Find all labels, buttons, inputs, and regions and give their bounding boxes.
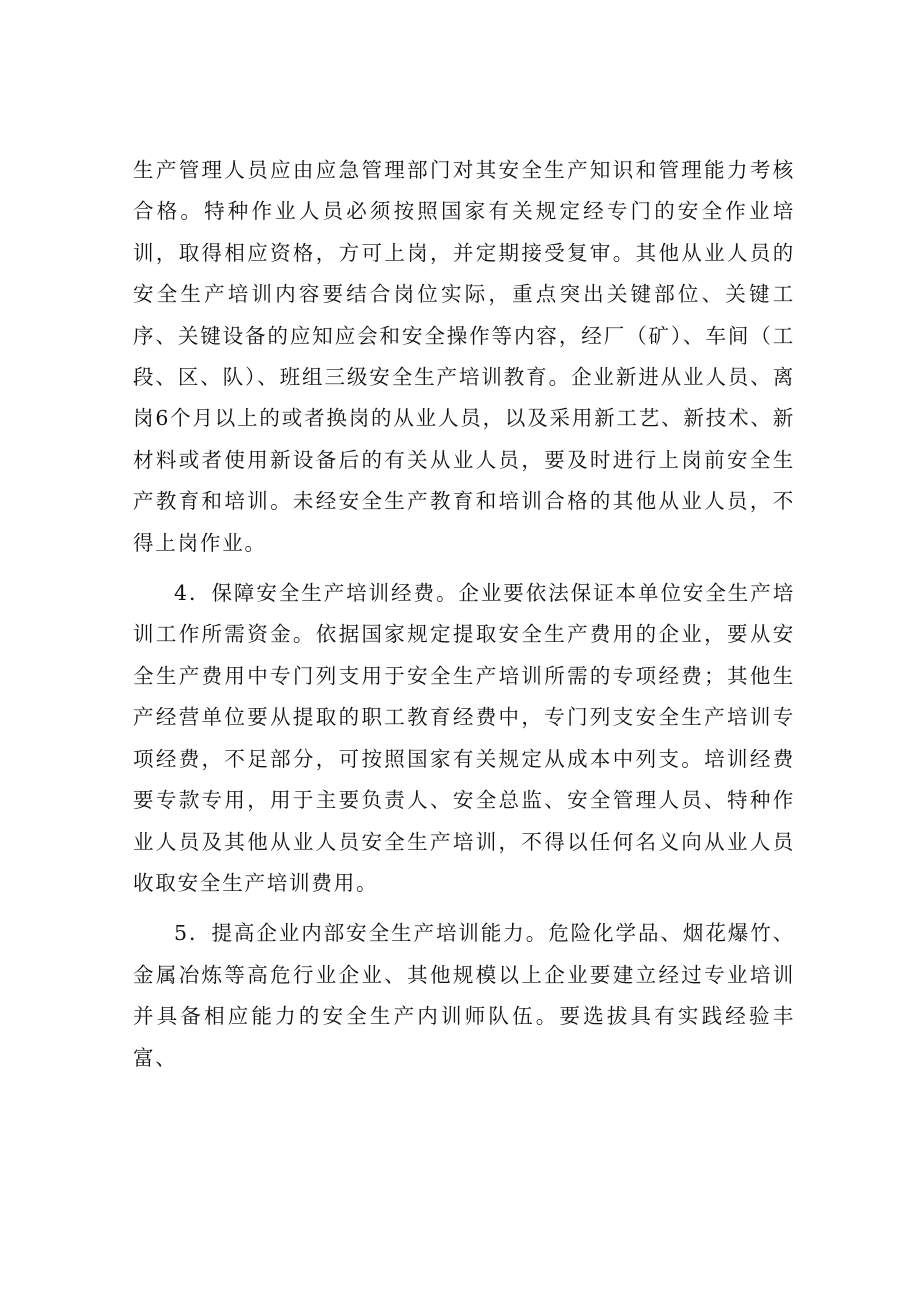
paragraph-item-5: 5．提高企业内部安全生产培训能力。危险化学品、烟花爆竹、金属冶炼等高危行业企业、其他规模以上企业要建立经过专业培训并具备相应能力的安全生产内训师队伍。要选拔具有实践经验丰富、 xyxy=(133,921,795,1070)
document-body xyxy=(133,150,795,1079)
paragraph-continuation: 生产管理人员应由应急管理部门对其安全生产知识和管理能力考核合格。特种作业人员必须按照国家有关规定经专门的安全作业培训，取得相应资格，方可上岗，并定期接受复审。其他从业人员的安全生产培训内容要结合岗位实际，重点突出关键部位、关键工序、关键设备的应知应会和安全操作等内容，经厂（矿）、车间（工段、区、队）、班组三级安全生产培训教育。企业新进从业人员、离岗6个月以上的或者换岗的从业人员，以及采用新工艺、新技术、新材料或者使用新设备后的有关从业人员，要及时进行上岗前安全生产教育和培训。未经安全生产教育和培训合格的其他从业人员，不得上岗作业。 xyxy=(133,158,795,555)
paragraph-item-4: 4．保障安全生产培训经费。企业要依法保证本单位安全生产培训工作所需资金。依据国家规定提取安全生产费用的企业，要从安全生产费用中专门列支用于安全生产培训所需的专项经费；其他生产经营单位要从提取的职工教育经费中，专门列支安全生产培训专项经费，不足部分，可按照国家有关规定从成本中列支。培训经费要专款专用，用于主要负责人、安全总监、安全管理人员、特种作业人员及其他从业人员安全生产培训，不得以任何名义向从业人员收取安全生产培训费用。 xyxy=(133,581,795,895)
